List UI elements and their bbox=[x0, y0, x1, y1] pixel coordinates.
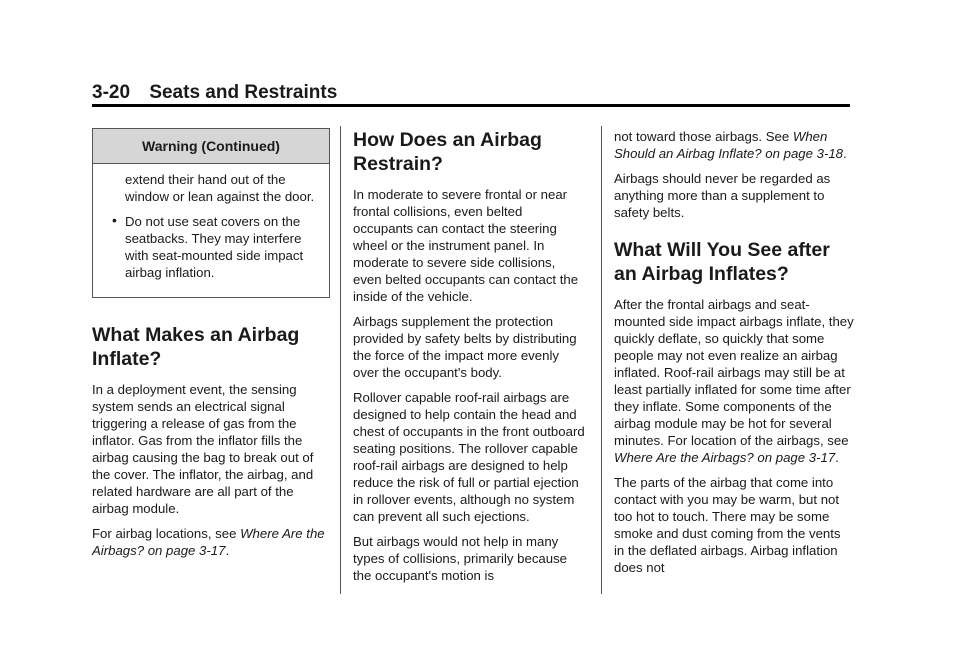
warning-box bbox=[92, 128, 330, 298]
paragraph-airbag-locations bbox=[92, 525, 330, 559]
heading-what-makes-inflate: What Makes an Airbag Inflate? bbox=[92, 324, 300, 370]
cross-reference-link[interactable]: Where Are the Airbags? on page 3-17 bbox=[92, 526, 325, 558]
warning-text: extend their hand out of the window or lean against the door. bbox=[125, 172, 315, 204]
paragraph-text: After the frontal airbags and seat-mounted side impact airbags inflate, they quickly deflate, so quickly that some people may not even realize an airbag inflated. Roof-rail airbags may still be at least partially inflated for some time after they inflate. Some components of the airbag module may be hot for several minutes. For location of the airbags, see bbox=[614, 297, 854, 448]
paragraph bbox=[614, 296, 854, 466]
column-3 bbox=[614, 128, 854, 584]
paragraph bbox=[614, 128, 854, 162]
period: . bbox=[843, 146, 847, 161]
column-1 bbox=[92, 128, 330, 567]
paragraph: Airbags should never be regarded as anything more than a supplement to safety belts. bbox=[614, 171, 831, 220]
cross-reference-link[interactable]: Where Are the Airbags? on page 3-17 bbox=[614, 450, 836, 465]
period: . bbox=[225, 543, 230, 558]
paragraph: But airbags would not help in many types of collisions, primarily because the occupant's motion is bbox=[353, 534, 568, 583]
warning-body bbox=[93, 164, 329, 297]
period: . bbox=[835, 450, 839, 465]
cross-reference-link[interactable]: When Should an Airbag Inflate? on page 3-18 bbox=[614, 129, 844, 161]
column-divider bbox=[340, 126, 341, 594]
heading-how-does-restrain: How Does an Airbag Restrain? bbox=[353, 129, 542, 175]
paragraph-text: not toward those airbags. See bbox=[614, 129, 793, 144]
heading-what-will-you-see: What Will You See after an Airbag Inflates? bbox=[614, 239, 830, 285]
paragraph: In a deployment event, the sensing system sends an electrical signal triggering a release of gas from the inflator. Gas from the inflator fills the airbag causing the bag to break out of the cover. The inflator, the airbag, and related hardware are all part of the airbag module. bbox=[92, 382, 314, 516]
section-title: Seats and Restraints bbox=[149, 82, 338, 103]
bullet-icon: • bbox=[112, 212, 117, 228]
header-rule bbox=[92, 104, 850, 107]
paragraph-text: For airbag locations, see bbox=[92, 526, 241, 541]
warning-title: Warning (Continued) bbox=[93, 129, 329, 164]
paragraph: Airbags supplement the protection provided by safety belts by distributing the force of the impact more evenly over the occupant's body. bbox=[353, 314, 577, 380]
paragraph: In moderate to severe frontal or near frontal collisions, even belted occupants can contact the steering wheel or the instrument panel. In moderate to severe side collisions, even belted occupants can contact the inside of the vehicle. bbox=[353, 187, 579, 304]
column-divider bbox=[601, 126, 602, 594]
paragraph: The parts of the airbag that come into contact with you may be warm, but not too hot to touch. There may be some smoke and dust coming from the vents in the deflated airbags. Airbag inflation does not bbox=[614, 475, 841, 575]
page-number: 3-20 bbox=[92, 82, 131, 103]
column-2 bbox=[353, 128, 585, 592]
paragraph: Rollover capable roof-rail airbags are designed to help contain the head and chest of occupants in the front outboard seating positions. The rollover capable roof-rail airbags are designed to help reduce the risk of full or partial ejection in rollover events, although no system can prevent all such ejections. bbox=[353, 390, 585, 524]
warning-bullet-text: Do not use seat covers on the seatbacks. They may interfere with seat-mounted side impact airbag inflation. bbox=[125, 214, 304, 280]
warning-bullet-item bbox=[112, 212, 319, 281]
